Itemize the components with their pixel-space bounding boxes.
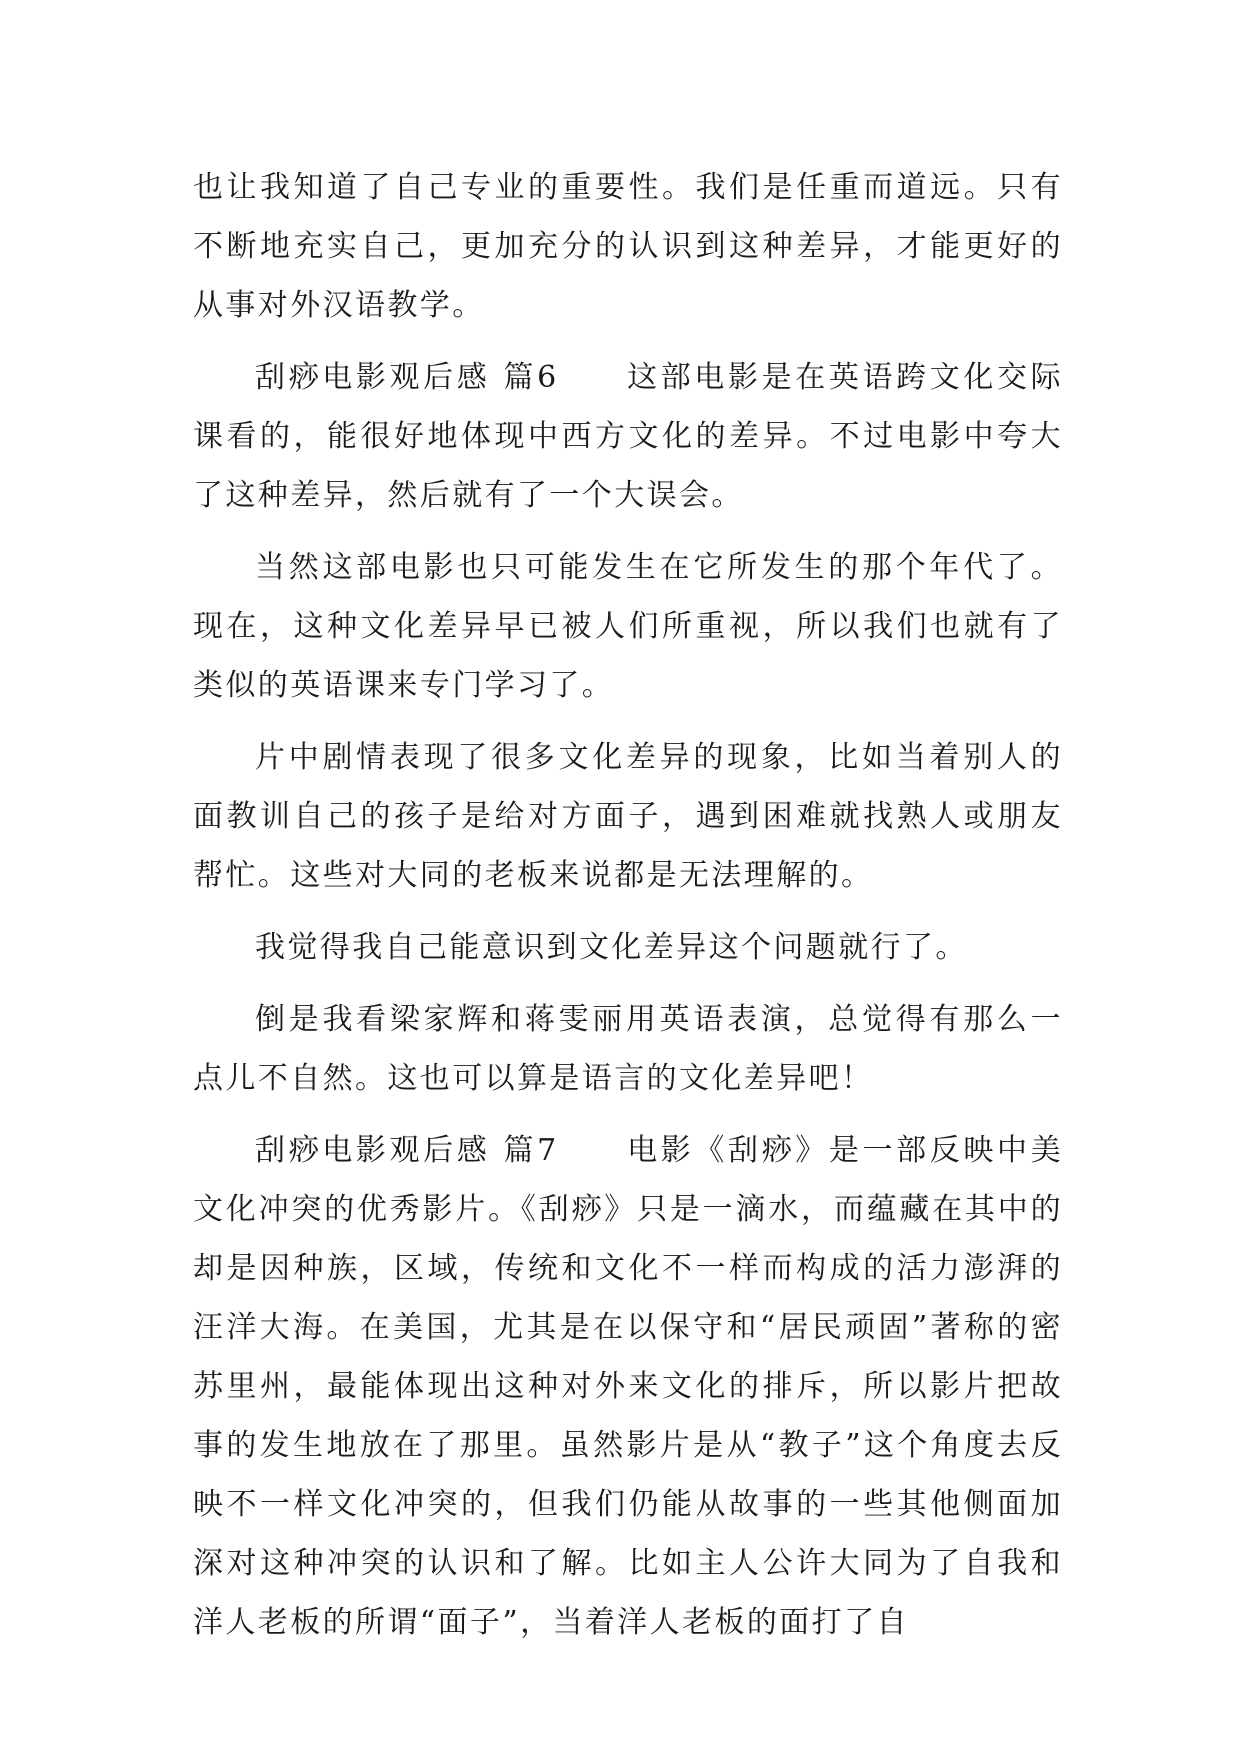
paragraph-3: 当然这部电影也只可能发生在它所发生的那个年代了。现在，这种文化差异早已被人们所重视，所以我们也就有了类似的英语课来专门学习了。 bbox=[193, 550, 1063, 703]
paragraph-1: 也让我知道了自己专业的重要性。我们是任重而道远。只有不断地充实自己，更加充分的认识到这种差异，才能更好的从事对外汉语教学。 bbox=[193, 170, 1063, 323]
paragraph-5: 我觉得我自己能意识到文化差异这个问题就行了。 bbox=[255, 930, 968, 965]
paragraph-4: 片中剧情表现了很多文化差异的现象，比如当着别人的面教训自己的孩子是给对方面子，遇到困难就找熟人或朋友帮忙。这些对大同的老板来说都是无法理解的。 bbox=[193, 740, 1063, 893]
document-page bbox=[193, 158, 1063, 1652]
paragraph-2: 刮痧电影观后感 篇6 这部电影是在英语跨文化交际课看的，能很好地体现中西方文化的差异。不过电影中夸大了这种差异，然后就有了一个大误会。 bbox=[193, 360, 1063, 513]
paragraph-6: 倒是我看梁家辉和蒋雯丽用英语表演，总觉得有那么一点儿不自然。这也可以算是语言的文化差异吧！ bbox=[193, 1002, 1063, 1096]
paragraph-7: 刮痧电影观后感 篇7 电影《刮痧》是一部反映中美文化冲突的优秀影片。《刮痧》只是一滴水，而蕴藏在其中的却是因种族，区域，传统和文化不一样而构成的活力澎湃的汪洋大海。在美国，尤其是在以保守和“居民顽固”著称的密苏里州，最能体现出这种对外来文化的排斥，所以影片把故事的发生地放在了那里。虽然影片是从“教子”这个角度去反映不一样文化冲突的，但我们仍能从故事的一些其他侧面加深对这种冲突的认识和了解。比如主人公许大同为了自我和洋人老板的所谓“面子”，当着洋人老板的面打了自 bbox=[193, 1133, 1063, 1640]
